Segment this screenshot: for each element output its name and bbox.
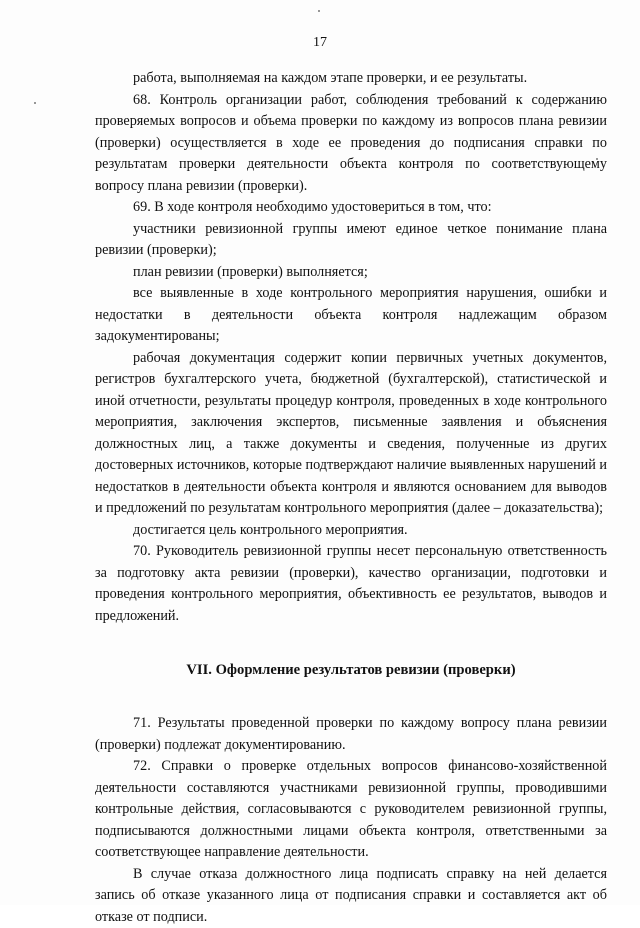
list-item-working-documentation: рабочая документация содержит копии первичных учетных документов, регистров бухгалтерского учета, бюджетной (бухгалтерской), статистической и иной отчетности, результаты процедур контроля, проведенных в ходе контрольного мероприятия, заключения экспертов, письменные заявления и объяснения должностных лиц, а также документы и сведения, полученные из других достоверных источников, которые подтверждают наличие выявленных нарушений и недостатков в деятельности объекта контроля и являются основанием для выводов и предложений по результатам контрольного мероприятия (далее – доказательства); bbox=[95, 348, 607, 520]
list-item-understanding: участники ревизионной группы имеют единое четкое понимание плана ревизии (проверки); bbox=[95, 219, 607, 262]
page-body bbox=[95, 68, 607, 928]
list-item-goal-achieved: достигается цель контрольного мероприятия. bbox=[95, 520, 607, 542]
page-number: 17 bbox=[0, 35, 640, 51]
paragraph-refusal: В случае отказа должностного лица подписать справку на ней делается запись об отказе указанного лица от подписания справки и составляется акт об отказе от подписи. bbox=[95, 864, 607, 928]
paragraph-72: 72. Справки о проверке отдельных вопросов финансово-хозяйственной деятельности составляются участниками ревизионной группы, проводившими контрольные действия, согласовываются с руководителем ревизионной группы, подписываются должностными лицами объекта контроля, ответственными за соответствующее направление деятельности. bbox=[95, 756, 607, 864]
paragraph-69: 69. В ходе контроля необходимо удостовериться в том, что: bbox=[95, 197, 607, 219]
paragraph-68: 68. Контроль организации работ, соблюдения требований к содержанию проверяемых вопросов и объема проверки по каждому из вопросов плана ревизии (проверки) осуществляется в ходе ее проведения до подписания справки по результатам проверки деятельности объекта контроля по соответствующему вопросу плана ревизии (проверки). bbox=[95, 90, 607, 198]
list-item-violations-documented: все выявленные в ходе контрольного мероприятия нарушения, ошибки и недостатки в деятельности объекта контроля надлежащим образом задокументированы; bbox=[95, 283, 607, 348]
paragraph-continuation: работа, выполняемая на каждом этапе проверки, и ее результаты. bbox=[95, 68, 607, 90]
section-title: VII. Оформление результатов ревизии (проверки) bbox=[95, 659, 607, 681]
scan-speck bbox=[34, 102, 36, 104]
paragraph-70: 70. Руководитель ревизионной группы несет персональную ответственность за подготовку акта ревизии (проверки), качество организации, подготовки и проведения контрольного мероприятия, объективность ее результатов, выводов и предложений. bbox=[95, 541, 607, 627]
paragraph-71: 71. Результаты проведенной проверки по каждому вопросу плана ревизии (проверки) подлежат документированию. bbox=[95, 713, 607, 756]
list-item-plan-executed: план ревизии (проверки) выполняется; bbox=[95, 262, 607, 284]
scan-speck bbox=[318, 10, 320, 12]
